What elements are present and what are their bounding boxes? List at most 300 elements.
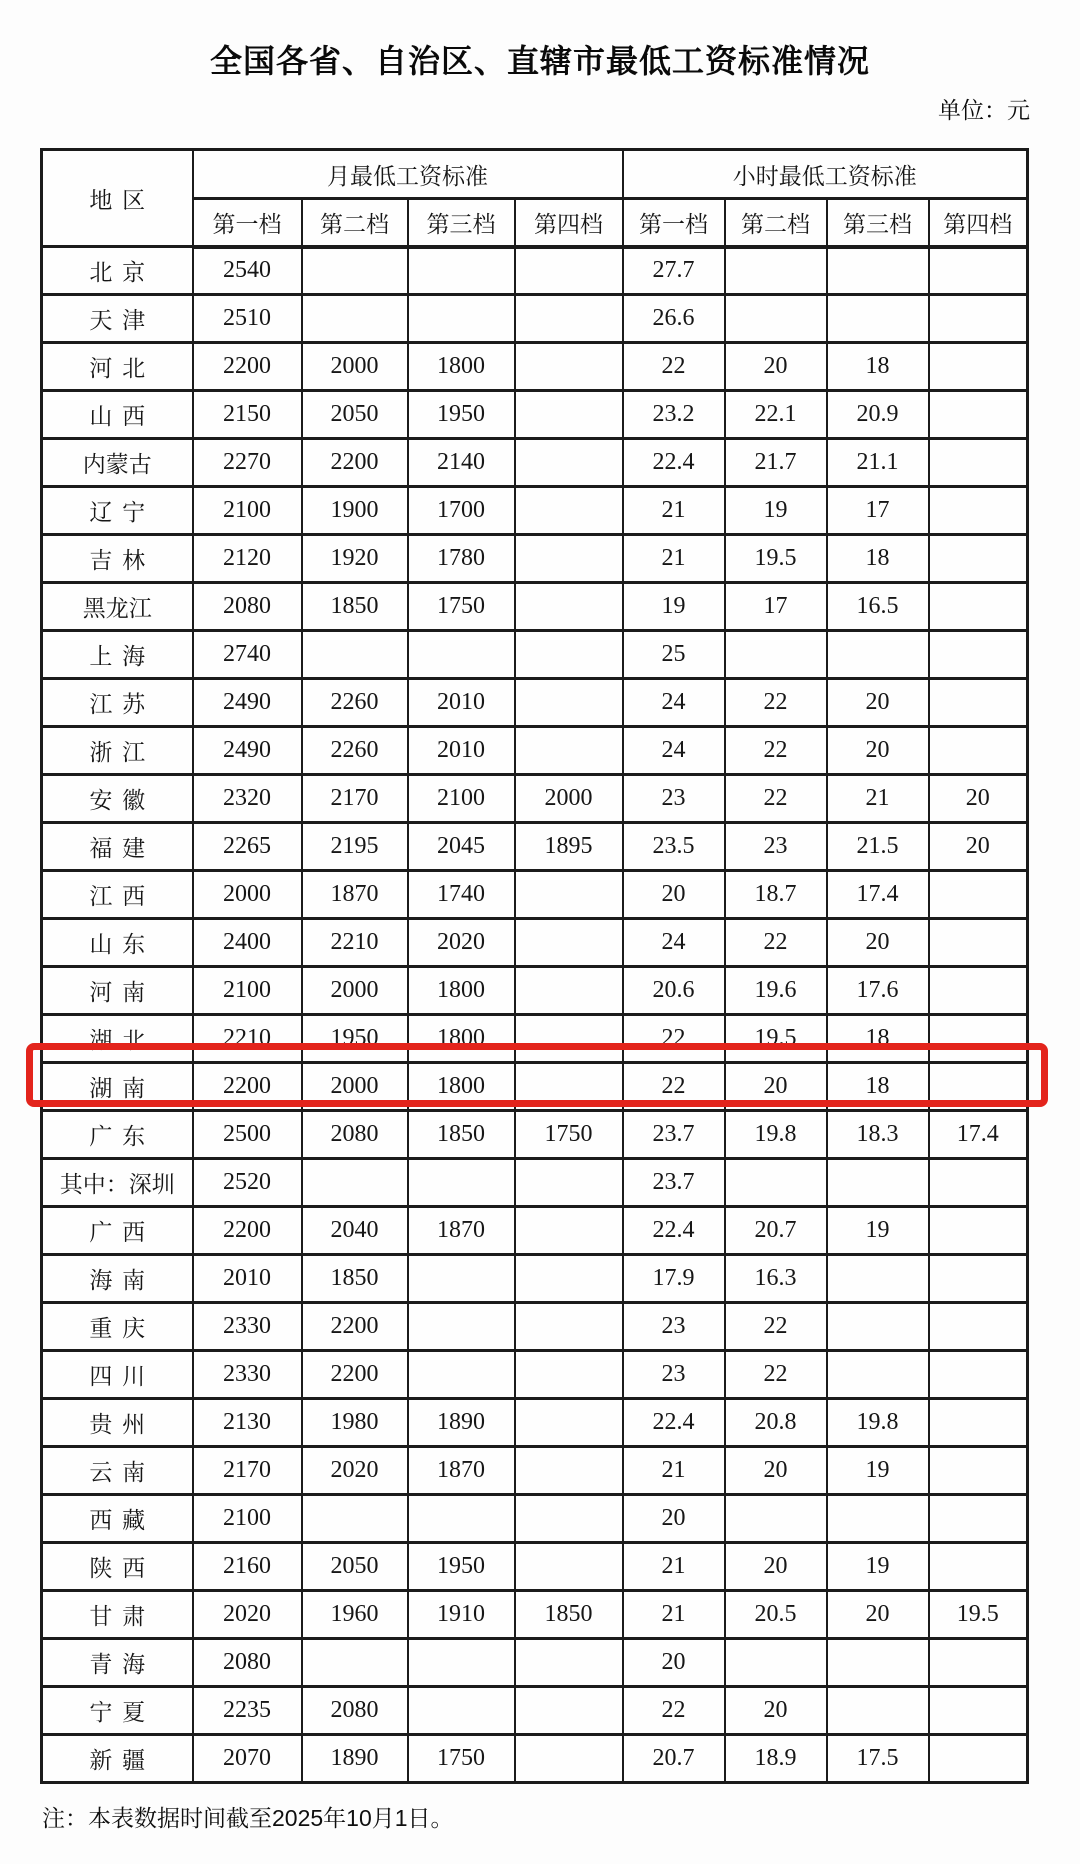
hourly-wage-cell: 22 (623, 1063, 725, 1111)
hourly-wage-cell: 22 (623, 1015, 725, 1063)
region-header-cell (42, 150, 193, 247)
monthly-wage-cell (515, 1207, 623, 1255)
hourly-wage-cell (827, 1687, 929, 1735)
monthly-wage-cell: 2045 (408, 823, 515, 871)
region-label: 黑龙江 (82, 595, 152, 621)
monthly-wage-cell: 2210 (193, 1015, 302, 1063)
hourly-wage-cell: 20 (725, 1063, 827, 1111)
hourly-wage-cell (725, 1495, 827, 1543)
hourly-wage-cell: 20 (929, 823, 1028, 871)
hourly-tier-header: 第三档 (827, 199, 929, 247)
hourly-wage-cell: 20.7 (725, 1207, 827, 1255)
monthly-wage-cell (515, 631, 623, 679)
region-label: 北京 (89, 259, 155, 285)
hourly-wage-cell: 22 (725, 727, 827, 775)
hourly-wage-cell: 19.8 (725, 1111, 827, 1159)
monthly-wage-cell: 2080 (193, 583, 302, 631)
hourly-wage-cell: 23 (623, 1303, 725, 1351)
monthly-wage-cell (515, 391, 623, 439)
table-row (42, 1207, 1028, 1255)
hourly-wage-cell (827, 295, 929, 343)
monthly-wage-cell (515, 679, 623, 727)
hourly-wage-cell: 19 (725, 487, 827, 535)
region-label: 浙江 (89, 739, 155, 765)
table-row (42, 1399, 1028, 1447)
hourly-wage-cell (725, 295, 827, 343)
region-cell (42, 1063, 193, 1111)
hourly-wage-cell (929, 679, 1028, 727)
hourly-tier-header: 第四档 (929, 199, 1028, 247)
region-cell (42, 631, 193, 679)
monthly-wage-cell (302, 295, 408, 343)
hourly-wage-cell: 23 (623, 775, 725, 823)
monthly-wage-cell: 1850 (515, 1591, 623, 1639)
hourly-wage-cell: 20 (827, 1591, 929, 1639)
hourly-wage-cell: 19 (827, 1447, 929, 1495)
hourly-wage-cell: 20 (725, 343, 827, 391)
monthly-wage-cell (515, 1447, 623, 1495)
hourly-wage-cell: 23 (623, 1351, 725, 1399)
hourly-wage-cell: 20 (623, 1495, 725, 1543)
hourly-wage-cell (725, 1159, 827, 1207)
region-label: 上海 (89, 643, 155, 669)
monthly-wage-cell (408, 631, 515, 679)
monthly-wage-cell (302, 1495, 408, 1543)
hourly-wage-cell (929, 1687, 1028, 1735)
monthly-wage-cell: 1870 (408, 1447, 515, 1495)
monthly-wage-cell (302, 247, 408, 295)
hourly-wage-cell: 22.4 (623, 1207, 725, 1255)
table-row (42, 1735, 1028, 1783)
monthly-wage-cell: 2200 (193, 343, 302, 391)
monthly-wage-cell: 2140 (408, 439, 515, 487)
region-label: 云南 (89, 1459, 155, 1485)
table-row (42, 391, 1028, 439)
hourly-wage-cell (827, 1495, 929, 1543)
hourly-wage-cell (929, 727, 1028, 775)
hourly-wage-cell (929, 1159, 1028, 1207)
hourly-wage-cell: 22 (623, 1687, 725, 1735)
hourly-wage-cell (929, 1255, 1028, 1303)
table-row (42, 487, 1028, 535)
monthly-wage-cell: 2260 (302, 727, 408, 775)
monthly-wage-cell: 2200 (302, 1303, 408, 1351)
monthly-wage-cell: 2000 (302, 1063, 408, 1111)
monthly-wage-cell: 2195 (302, 823, 408, 871)
hourly-wage-cell: 20.8 (725, 1399, 827, 1447)
hourly-wage-cell (929, 1495, 1028, 1543)
hourly-wage-cell (929, 871, 1028, 919)
hourly-wage-cell: 19.5 (725, 535, 827, 583)
monthly-wage-cell: 1950 (408, 1543, 515, 1591)
region-cell (42, 679, 193, 727)
hourly-wage-cell (929, 919, 1028, 967)
region-label: 天津 (89, 307, 155, 333)
table-row (42, 679, 1028, 727)
table-row (42, 1639, 1028, 1687)
monthly-wage-cell (515, 1399, 623, 1447)
hourly-tier-header: 第二档 (725, 199, 827, 247)
table-row (42, 535, 1028, 583)
hourly-wage-cell (929, 967, 1028, 1015)
table-body (42, 247, 1028, 1783)
region-cell (42, 1735, 193, 1783)
monthly-wage-cell (408, 247, 515, 295)
monthly-wage-cell: 2170 (302, 775, 408, 823)
region-cell (42, 1543, 193, 1591)
region-label: 山东 (89, 931, 155, 957)
monthly-wage-cell: 2080 (302, 1687, 408, 1735)
hourly-wage-cell (929, 439, 1028, 487)
hourly-wage-cell (827, 1159, 929, 1207)
hourly-wage-cell: 20 (827, 919, 929, 967)
hourly-wage-cell (929, 1543, 1028, 1591)
table-row (42, 1591, 1028, 1639)
hourly-wage-cell: 19 (827, 1543, 929, 1591)
monthly-wage-cell: 2200 (193, 1063, 302, 1111)
monthly-wage-cell: 2520 (193, 1159, 302, 1207)
region-label: 重庆 (89, 1315, 155, 1341)
hourly-wage-cell: 18 (827, 1063, 929, 1111)
monthly-wage-cell: 1750 (515, 1111, 623, 1159)
hourly-wage-cell: 25 (623, 631, 725, 679)
monthly-wage-cell: 2330 (193, 1303, 302, 1351)
hourly-wage-cell: 20 (623, 871, 725, 919)
table-row (42, 1303, 1028, 1351)
hourly-wage-cell: 22.4 (623, 1399, 725, 1447)
hourly-wage-cell (929, 487, 1028, 535)
region-cell (42, 967, 193, 1015)
hourly-wage-cell (929, 1735, 1028, 1783)
monthly-wage-cell (515, 583, 623, 631)
hourly-wage-cell: 20 (725, 1447, 827, 1495)
monthly-wage-cell (515, 871, 623, 919)
hourly-wage-cell: 21 (623, 1591, 725, 1639)
region-cell (42, 823, 193, 871)
table-row (42, 871, 1028, 919)
region-cell (42, 919, 193, 967)
hourly-wage-cell (725, 631, 827, 679)
hourly-wage-cell: 17.6 (827, 967, 929, 1015)
monthly-wage-cell (302, 1159, 408, 1207)
monthly-wage-cell (515, 967, 623, 1015)
hourly-wage-cell (929, 1351, 1028, 1399)
region-cell (42, 487, 193, 535)
hourly-wage-cell: 18 (827, 1015, 929, 1063)
monthly-wage-cell (515, 1687, 623, 1735)
monthly-wage-cell (408, 1495, 515, 1543)
region-cell (42, 343, 193, 391)
hourly-wage-cell: 18.7 (725, 871, 827, 919)
region-cell (42, 1447, 193, 1495)
hourly-wage-cell: 21 (623, 535, 725, 583)
monthly-wage-cell: 2170 (193, 1447, 302, 1495)
region-label: 河南 (89, 979, 155, 1005)
monthly-wage-cell: 2540 (193, 247, 302, 295)
monthly-wage-cell (515, 919, 623, 967)
hourly-wage-cell: 21.7 (725, 439, 827, 487)
hourly-wage-cell (725, 1639, 827, 1687)
monthly-wage-cell: 2490 (193, 727, 302, 775)
monthly-wage-cell: 1895 (515, 823, 623, 871)
hourly-wage-cell: 22 (725, 1351, 827, 1399)
monthly-wage-cell (408, 1687, 515, 1735)
hourly-wage-cell: 16.3 (725, 1255, 827, 1303)
region-label: 海南 (89, 1267, 155, 1293)
hourly-wage-cell: 27.7 (623, 247, 725, 295)
table-row (42, 1687, 1028, 1735)
hourly-wage-cell: 19 (827, 1207, 929, 1255)
monthly-wage-cell: 1950 (302, 1015, 408, 1063)
hourly-wage-cell: 20.5 (725, 1591, 827, 1639)
table-header-groups (42, 150, 1028, 199)
monthly-wage-cell: 2100 (193, 487, 302, 535)
table-row (42, 295, 1028, 343)
region-label: 甘肃 (89, 1603, 155, 1629)
region-label: 其中：深圳 (59, 1171, 175, 1197)
table-row (42, 1447, 1028, 1495)
monthly-wage-cell: 2010 (408, 679, 515, 727)
hourly-wage-cell (827, 247, 929, 295)
monthly-wage-cell (302, 1639, 408, 1687)
hourly-wage-cell: 18 (827, 343, 929, 391)
hourly-wage-cell (929, 535, 1028, 583)
monthly-wage-cell: 1870 (302, 871, 408, 919)
hourly-wage-cell: 20 (623, 1639, 725, 1687)
table-row (42, 631, 1028, 679)
region-label: 青海 (89, 1651, 155, 1677)
region-cell (42, 1399, 193, 1447)
monthly-wage-cell: 1910 (408, 1591, 515, 1639)
region-label: 江西 (89, 883, 155, 909)
hourly-wage-cell: 21 (827, 775, 929, 823)
monthly-wage-cell: 2080 (302, 1111, 408, 1159)
hourly-wage-cell: 19.6 (725, 967, 827, 1015)
monthly-wage-cell: 2000 (302, 343, 408, 391)
hourly-wage-cell (929, 1063, 1028, 1111)
monthly-wage-cell (408, 295, 515, 343)
table-row (42, 967, 1028, 1015)
region-cell (42, 871, 193, 919)
region-cell (42, 583, 193, 631)
hourly-wage-cell: 16.5 (827, 583, 929, 631)
monthly-wage-cell: 1700 (408, 487, 515, 535)
region-label: 福建 (89, 835, 155, 861)
hourly-wage-cell: 21.1 (827, 439, 929, 487)
region-label: 西藏 (89, 1507, 155, 1533)
hourly-wage-cell: 19.5 (929, 1591, 1028, 1639)
hourly-wage-cell: 20 (827, 679, 929, 727)
region-label: 内蒙古 (82, 451, 152, 477)
table-row (42, 1015, 1028, 1063)
region-cell (42, 439, 193, 487)
region-label: 贵州 (89, 1411, 155, 1437)
region-label: 安徽 (89, 787, 155, 813)
hourly-wage-cell: 23 (725, 823, 827, 871)
hourly-wage-cell (929, 1015, 1028, 1063)
monthly-wage-cell (408, 1639, 515, 1687)
region-cell (42, 1351, 193, 1399)
monthly-wage-cell: 1800 (408, 343, 515, 391)
monthly-wage-cell: 2000 (193, 871, 302, 919)
table-row (42, 247, 1028, 295)
monthly-wage-cell: 2210 (302, 919, 408, 967)
monthly-wage-cell: 2320 (193, 775, 302, 823)
table-row (42, 343, 1028, 391)
monthly-wage-cell: 1950 (408, 391, 515, 439)
hourly-wage-cell (827, 1255, 929, 1303)
monthly-wage-cell (515, 295, 623, 343)
monthly-wage-cell: 2200 (193, 1207, 302, 1255)
monthly-wage-cell: 2100 (193, 967, 302, 1015)
monthly-wage-cell (515, 1255, 623, 1303)
monthly-wage-cell: 2130 (193, 1399, 302, 1447)
monthly-tier-header: 第一档 (193, 199, 302, 247)
monthly-wage-cell (515, 1159, 623, 1207)
monthly-wage-cell: 1800 (408, 1015, 515, 1063)
page-title: 全国各省、自治区、直辖市最低工资标准情况 (209, 43, 870, 79)
region-cell (42, 1687, 193, 1735)
hourly-wage-cell (929, 295, 1028, 343)
table-row (42, 1111, 1028, 1159)
hourly-wage-cell: 24 (623, 679, 725, 727)
monthly-wage-cell: 1900 (302, 487, 408, 535)
hourly-wage-cell (827, 1303, 929, 1351)
monthly-wage-cell: 2050 (302, 1543, 408, 1591)
hourly-wage-cell: 22 (725, 919, 827, 967)
hourly-wage-cell: 26.6 (623, 295, 725, 343)
hourly-wage-cell: 17.4 (827, 871, 929, 919)
hourly-wage-cell: 23.7 (623, 1159, 725, 1207)
hourly-wage-cell (929, 1303, 1028, 1351)
monthly-wage-cell: 2020 (193, 1591, 302, 1639)
hourly-wage-cell: 23.5 (623, 823, 725, 871)
table-row (42, 583, 1028, 631)
monthly-wage-cell (515, 343, 623, 391)
region-label: 陕西 (89, 1555, 155, 1581)
hourly-wage-cell: 20.7 (623, 1735, 725, 1783)
hourly-wage-cell (827, 1351, 929, 1399)
monthly-wage-cell: 2265 (193, 823, 302, 871)
table-row (42, 823, 1028, 871)
monthly-wage-cell: 2235 (193, 1687, 302, 1735)
table-row (42, 1543, 1028, 1591)
hourly-wage-cell (929, 1207, 1028, 1255)
monthly-tier-header: 第四档 (515, 199, 623, 247)
hourly-wage-cell: 17.9 (623, 1255, 725, 1303)
region-label: 湖北 (89, 1027, 155, 1053)
region-label: 四川 (89, 1363, 155, 1389)
table-row (42, 1063, 1028, 1111)
region-label: 湖南 (89, 1075, 155, 1101)
monthly-wage-cell: 1740 (408, 871, 515, 919)
hourly-wage-cell: 22 (623, 343, 725, 391)
table-row (42, 1495, 1028, 1543)
hourly-wage-cell (929, 1399, 1028, 1447)
monthly-wage-cell (515, 1063, 623, 1111)
monthly-wage-cell: 1980 (302, 1399, 408, 1447)
monthly-wage-cell: 2000 (302, 967, 408, 1015)
monthly-wage-cell (408, 1303, 515, 1351)
hourly-wage-cell: 19 (623, 583, 725, 631)
monthly-wage-cell: 2100 (193, 1495, 302, 1543)
monthly-wage-cell: 2040 (302, 1207, 408, 1255)
monthly-wage-cell: 2160 (193, 1543, 302, 1591)
hourly-wage-cell (929, 583, 1028, 631)
hourly-wage-cell: 23.2 (623, 391, 725, 439)
monthly-wage-cell (515, 535, 623, 583)
hourly-wage-cell: 23.7 (623, 1111, 725, 1159)
monthly-wage-cell: 2400 (193, 919, 302, 967)
region-cell (42, 1255, 193, 1303)
hourly-wage-cell: 22 (725, 1303, 827, 1351)
monthly-wage-cell (515, 439, 623, 487)
region-cell (42, 1639, 193, 1687)
monthly-wage-cell: 1850 (408, 1111, 515, 1159)
region-header-label: 地区 (89, 186, 155, 213)
hourly-wage-cell (929, 1639, 1028, 1687)
hourly-wage-cell (827, 631, 929, 679)
hourly-wage-cell (827, 1639, 929, 1687)
hourly-wage-cell (929, 631, 1028, 679)
monthly-wage-cell: 2150 (193, 391, 302, 439)
monthly-wage-cell: 2260 (302, 679, 408, 727)
monthly-wage-cell: 1890 (408, 1399, 515, 1447)
monthly-wage-cell (515, 1351, 623, 1399)
monthly-wage-cell (515, 1015, 623, 1063)
region-cell (42, 775, 193, 823)
monthly-wage-cell: 2740 (193, 631, 302, 679)
hourly-wage-cell: 20.9 (827, 391, 929, 439)
monthly-wage-cell: 1780 (408, 535, 515, 583)
region-cell (42, 1303, 193, 1351)
monthly-wage-cell: 2270 (193, 439, 302, 487)
monthly-wage-cell: 2070 (193, 1735, 302, 1783)
table-row (42, 1255, 1028, 1303)
monthly-wage-cell: 1960 (302, 1591, 408, 1639)
hourly-wage-cell (929, 247, 1028, 295)
hourly-wage-cell: 17.5 (827, 1735, 929, 1783)
table-row (42, 727, 1028, 775)
monthly-wage-cell: 2020 (408, 919, 515, 967)
monthly-wage-cell: 2490 (193, 679, 302, 727)
table-row (42, 1159, 1028, 1207)
region-cell (42, 1495, 193, 1543)
region-cell (42, 535, 193, 583)
monthly-tier-header: 第三档 (408, 199, 515, 247)
monthly-tier-header: 第二档 (302, 199, 408, 247)
monthly-wage-cell (408, 1255, 515, 1303)
monthly-wage-cell: 1850 (302, 583, 408, 631)
hourly-wage-cell: 24 (623, 919, 725, 967)
monthly-wage-cell: 2080 (193, 1639, 302, 1687)
monthly-wage-cell: 1920 (302, 535, 408, 583)
monthly-wage-cell: 1870 (408, 1207, 515, 1255)
table-row (42, 439, 1028, 487)
region-label: 广东 (89, 1123, 155, 1149)
minimum-wage-table (40, 148, 1029, 1784)
monthly-wage-cell: 2120 (193, 535, 302, 583)
hourly-wage-cell: 17 (827, 487, 929, 535)
monthly-wage-cell: 2000 (515, 775, 623, 823)
monthly-wage-cell: 2100 (408, 775, 515, 823)
hourly-group-header: 小时最低工资标准 (623, 150, 1028, 199)
footnote: 注：本表数据时间截至2025年10月1日。 (42, 1805, 454, 1831)
hourly-wage-cell: 17 (725, 583, 827, 631)
region-label: 吉林 (89, 547, 155, 573)
region-cell (42, 247, 193, 295)
region-label: 广西 (89, 1219, 155, 1245)
